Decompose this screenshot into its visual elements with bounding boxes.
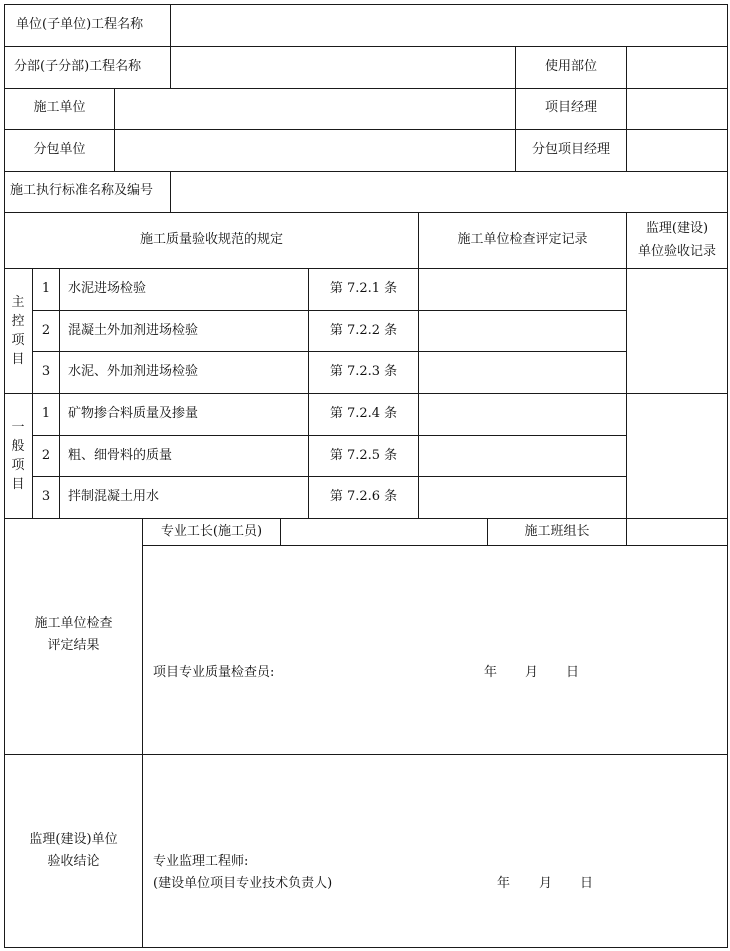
item-name: 拌制混凝土用水: [68, 489, 160, 504]
month-label: 月: [539, 876, 553, 891]
foreman-label: 专业工长(施工员): [160, 524, 263, 539]
contractor-record-cell[interactable]: [419, 394, 626, 435]
rule: [4, 212, 728, 213]
project-manager-label: 项目经理: [544, 100, 597, 115]
rule: [59, 268, 60, 519]
contractor-record-cell[interactable]: [419, 477, 626, 518]
item-clause: 第 7.2.1 条: [329, 281, 398, 296]
rule: [308, 268, 309, 519]
contractor-record-cell[interactable]: [419, 311, 626, 351]
standard-label: 施工执行标准名称及编号: [10, 183, 154, 198]
item-name: 混凝土外加剂进场检验: [68, 323, 199, 338]
contractor-record-cell[interactable]: [419, 269, 626, 310]
main-control-group-label: 主控项目: [11, 295, 25, 367]
item-clause: 第 7.2.2 条: [329, 323, 398, 338]
supervisor-conclusion-label-line1: 监理(建设)单位: [29, 832, 118, 847]
day-label: 日: [566, 665, 580, 680]
supervisor-record-main-cell[interactable]: [627, 269, 727, 393]
sub-project-label: 分部(子分部)工程名称: [14, 59, 142, 74]
year-label: 年: [484, 665, 498, 680]
item-clause: 第 7.2.6 条: [329, 489, 398, 504]
quality-inspector-label: 项目专业质量检查员:: [153, 665, 275, 680]
item-number: 2: [41, 448, 51, 463]
rule: [32, 268, 33, 519]
day-label: 日: [580, 876, 594, 891]
team-leader-label: 施工班组长: [524, 524, 590, 539]
item-name: 水泥进场检验: [68, 281, 147, 296]
supervisor-record-general-cell[interactable]: [627, 394, 727, 518]
subcontract-manager-field[interactable]: [627, 130, 727, 171]
unit-project-label: 单位(子单位)工程名称: [16, 17, 144, 32]
contractor-record-column-header: 施工单位检查评定记录: [457, 232, 588, 247]
item-number: 1: [41, 281, 51, 296]
item-clause: 第 7.2.5 条: [329, 448, 398, 463]
supervisor-conclusion-label-line2: 验收结论: [47, 854, 100, 869]
subcontract-unit-label: 分包单位: [33, 142, 86, 157]
team-leader-field[interactable]: [627, 519, 727, 545]
item-name: 水泥、外加剂进场检验: [68, 364, 199, 379]
item-name: 矿物掺合料质量及掺量: [68, 406, 199, 421]
item-number: 3: [41, 489, 51, 504]
project-manager-field[interactable]: [627, 89, 727, 129]
item-name: 粗、细骨料的质量: [68, 448, 173, 463]
item-clause: 第 7.2.4 条: [329, 406, 398, 421]
construction-unit-field[interactable]: [115, 89, 515, 129]
regulation-column-header: 施工质量验收规范的规定: [139, 232, 283, 247]
contractor-record-cell[interactable]: [419, 436, 626, 476]
rule: [4, 947, 728, 948]
contractor-result-label-line2: 评定结果: [47, 638, 100, 653]
use-location-field[interactable]: [627, 47, 727, 88]
subcontract-unit-field[interactable]: [115, 130, 515, 171]
use-location-label: 使用部位: [544, 59, 597, 74]
subcontract-manager-label: 分包项目经理: [531, 142, 610, 157]
contractor-result-label-line1: 施工单位检查: [34, 616, 113, 631]
contractor-result-field[interactable]: [143, 546, 727, 754]
sub-project-field[interactable]: [171, 47, 515, 88]
contractor-record-cell[interactable]: [419, 352, 626, 393]
item-number: 2: [41, 323, 51, 338]
item-number: 1: [41, 406, 51, 421]
item-clause: 第 7.2.3 条: [329, 364, 398, 379]
general-group-label: 一般项目: [11, 420, 25, 492]
month-label: 月: [525, 665, 539, 680]
supervising-engineer-label: 专业监理工程师:: [153, 854, 249, 869]
item-number: 3: [41, 364, 51, 379]
standard-field[interactable]: [171, 172, 727, 212]
year-label: 年: [497, 876, 511, 891]
owner-technical-lead-label: (建设单位项目专业技术负责人): [153, 876, 333, 891]
unit-project-field[interactable]: [171, 5, 727, 46]
foreman-field[interactable]: [281, 519, 487, 545]
construction-unit-label: 施工单位: [33, 100, 86, 115]
supervisor-record-column-header-line2: 单位验收记录: [637, 244, 716, 259]
supervisor-record-column-header-line1: 监理(建设): [645, 221, 709, 236]
rule: [727, 4, 728, 948]
